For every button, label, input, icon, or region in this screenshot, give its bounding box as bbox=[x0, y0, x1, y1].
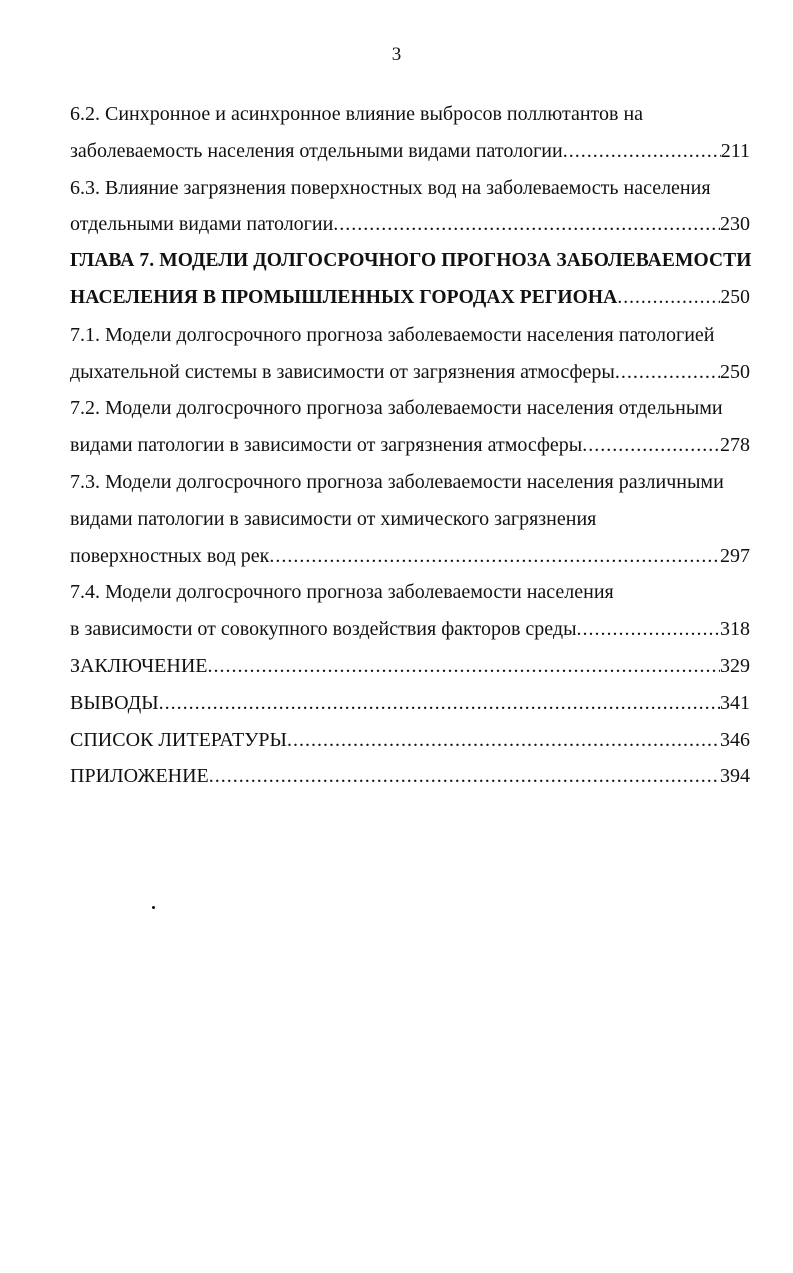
toc-entry bbox=[70, 317, 750, 391]
toc-page-number: 297 bbox=[720, 544, 750, 567]
toc-entry-leader-line bbox=[70, 206, 750, 243]
toc-page-number: 329 bbox=[720, 654, 750, 677]
toc-page-number: 230 bbox=[720, 213, 750, 236]
toc-entry-leader-line bbox=[70, 133, 750, 170]
toc-page-number: 250 bbox=[720, 286, 750, 308]
toc-entry bbox=[70, 648, 750, 685]
toc-entry bbox=[70, 685, 750, 722]
toc-entry-title: поверхностных вод рек bbox=[70, 544, 270, 567]
toc-entry-title: отдельными видами патологии bbox=[70, 213, 334, 236]
toc-page-number: 250 bbox=[720, 360, 750, 383]
toc-entry bbox=[70, 758, 750, 795]
toc-page-number: 394 bbox=[720, 765, 750, 788]
toc-page-number: 318 bbox=[720, 618, 750, 641]
toc-page-number: 211 bbox=[720, 139, 750, 162]
dot-leader bbox=[563, 133, 721, 170]
toc-entry-title: видами патологии в зависимости от загрязнения атмосферы bbox=[70, 434, 583, 457]
toc-entry-text-line: 6.2. Синхронное и асинхронное влияние выбросов поллютантов на bbox=[70, 103, 644, 125]
dot-leader bbox=[577, 611, 720, 648]
dot-leader bbox=[615, 354, 720, 391]
dot-leader bbox=[207, 648, 720, 685]
toc-entry-title: ЗАКЛЮЧЕНИЕ bbox=[70, 654, 208, 677]
toc-entry-title: дыхательной системы в зависимости от загрязнения атмосферы bbox=[70, 360, 615, 383]
toc-entry-text-line: 7.2. Модели долгосрочного прогноза заболеваемости населения отдельными bbox=[70, 397, 723, 420]
toc-page-number: 278 bbox=[720, 434, 750, 457]
toc-entry-text-line: 7.3. Модели долгосрочного прогноза заболеваемости населения различными bbox=[70, 470, 724, 493]
toc-entry-text-line: 7.4. Модели долгосрочного прогноза заболеваемости населения bbox=[70, 581, 614, 604]
toc-entry-leader-line bbox=[70, 427, 750, 464]
dot-leader bbox=[617, 280, 720, 317]
table-of-contents bbox=[70, 96, 750, 795]
toc-entry-title: ПРИЛОЖЕНИЕ bbox=[70, 765, 209, 788]
dot-leader bbox=[269, 538, 720, 575]
toc-entry-leader-line bbox=[70, 722, 750, 759]
toc-entry-text-line: 7.1. Модели долгосрочного прогноза заболеваемости населения патологией bbox=[70, 323, 715, 346]
toc-entry bbox=[70, 574, 750, 648]
toc-entry-title: в зависимости от совокупного воздействия факторов среды bbox=[70, 618, 577, 641]
toc-chapter-entry bbox=[70, 243, 750, 317]
toc-page-number: 341 bbox=[720, 691, 750, 714]
toc-entry-leader-line bbox=[70, 538, 750, 575]
toc-page-number: 346 bbox=[720, 728, 750, 751]
toc-entry-leader-line bbox=[70, 758, 750, 795]
dot-leader bbox=[287, 722, 720, 759]
scan-speck bbox=[152, 906, 155, 909]
toc-entry-text-line: видами патологии в зависимости от химического загрязнения bbox=[70, 507, 597, 530]
toc-entry-leader-line bbox=[70, 280, 750, 317]
toc-entry-leader-line bbox=[70, 648, 750, 685]
toc-entry bbox=[70, 170, 750, 244]
toc-entry-title: НАСЕЛЕНИЯ В ПРОМЫШЛЕННЫХ ГОРОДАХ РЕГИОНА bbox=[70, 286, 618, 308]
dot-leader bbox=[209, 758, 720, 795]
toc-entry-title: заболеваемость населения отдельными видами патологии bbox=[70, 139, 563, 162]
toc-entry-text-line: ГЛАВА 7. МОДЕЛИ ДОЛГОСРОЧНОГО ПРОГНОЗА ЗАБОЛЕВАЕМОСТИ bbox=[70, 250, 752, 272]
toc-entry-leader-line bbox=[70, 354, 750, 391]
toc-entry bbox=[70, 390, 750, 464]
toc-entry-leader-line bbox=[70, 611, 750, 648]
toc-entry bbox=[70, 722, 750, 759]
page-number: 3 bbox=[391, 44, 402, 65]
toc-entry bbox=[70, 464, 750, 574]
toc-entry-text-line: 6.3. Влияние загрязнения поверхностных вод на заболеваемость населения bbox=[70, 176, 711, 199]
toc-entry-title: СПИСОК ЛИТЕРАТУРЫ bbox=[70, 728, 287, 751]
toc-entry-leader-line bbox=[70, 685, 750, 722]
dot-leader bbox=[582, 427, 720, 464]
toc-entry bbox=[70, 96, 750, 170]
dot-leader bbox=[333, 206, 720, 243]
toc-entry-title: ВЫВОДЫ bbox=[70, 691, 159, 714]
dot-leader bbox=[159, 685, 720, 722]
